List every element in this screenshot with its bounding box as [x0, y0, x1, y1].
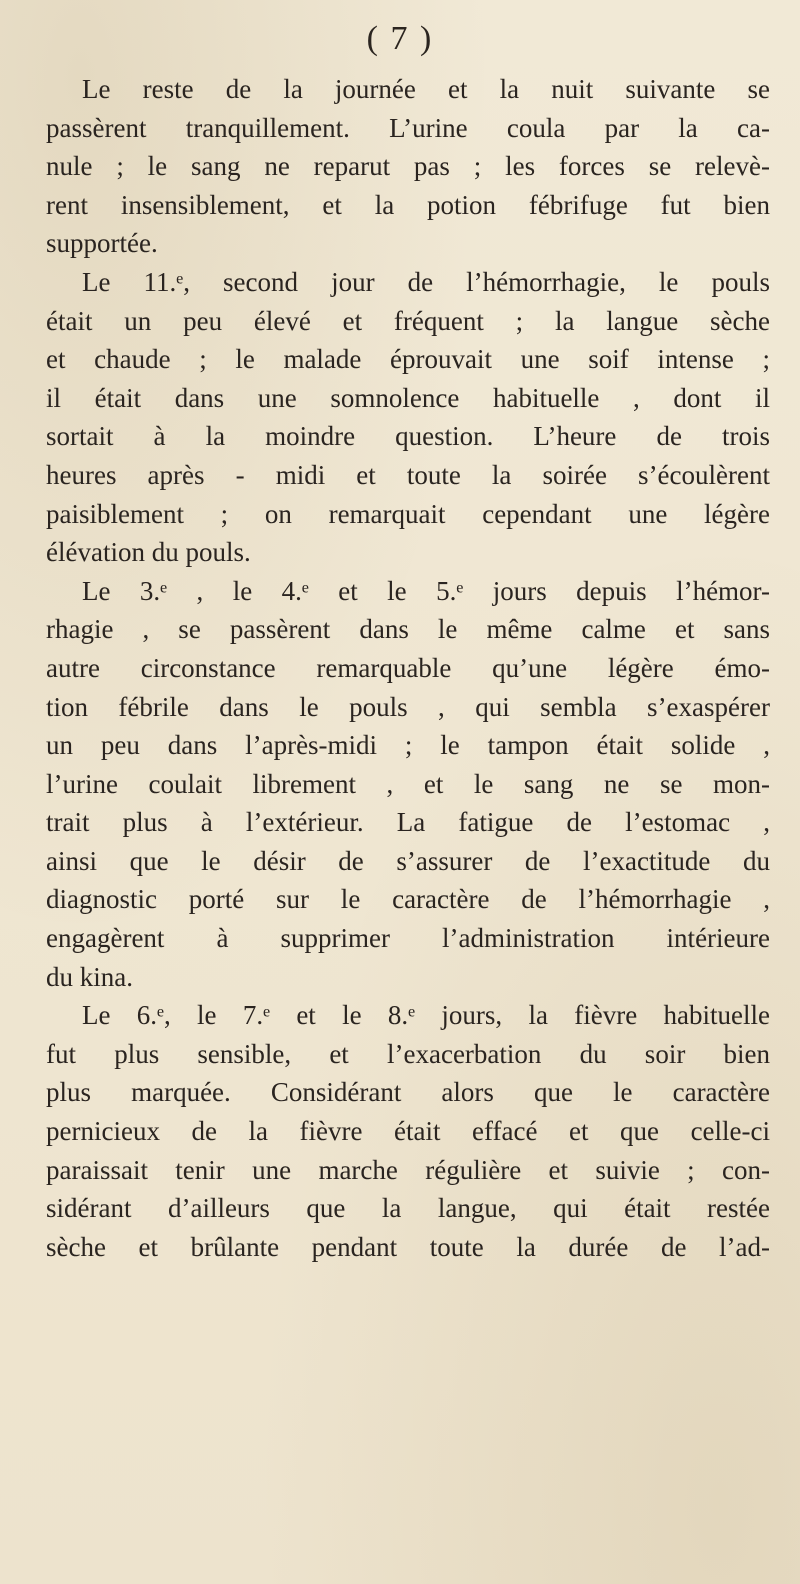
text-line: élévation du pouls. — [46, 537, 251, 568]
text-line: Le 11.ᵉ, second jour de l’hémorrhagie, le pouls — [82, 266, 770, 297]
page-number: ( 7 ) — [366, 20, 434, 57]
text-line: trait plus à l’extérieur. La fatigue de l’estomac , — [46, 807, 770, 838]
text-line: nule ; le sang ne reparut pas ; les forces se relevè- — [46, 151, 770, 182]
text-line: ainsi que le désir de s’assurer de l’exactitude du — [46, 845, 770, 876]
paragraph-4 — [46, 996, 770, 1266]
text-line: rhagie , se passèrent dans le même calme et sans — [46, 614, 770, 645]
paragraph-1 — [46, 70, 770, 263]
text-line: paisiblement ; on remarquait cependant une légère — [46, 498, 770, 529]
text-line: heures après - midi et toute la soirée s’écoulèrent — [46, 459, 770, 490]
text-line: Le 6.ᵉ, le 7.ᵉ et le 8.ᵉ jours, la fièvre habituelle — [82, 1000, 770, 1031]
body-text — [46, 70, 770, 1266]
text-line: engagèrent à supprimer l’administration intérieure — [46, 923, 770, 954]
text-line: tion fébrile dans le pouls , qui sembla s’exaspérer — [46, 691, 770, 722]
text-line: sortait à la moindre question. L’heure de trois — [46, 421, 770, 452]
text-line: Le 3.ᵉ , le 4.ᵉ et le 5.ᵉ jours depuis l’hémor- — [82, 575, 770, 606]
text-line: Le reste de la journée et la nuit suivante se — [82, 74, 770, 104]
text-line: sèche et brûlante pendant toute la durée de l’ad- — [46, 1231, 770, 1262]
text-line: plus marquée. Considérant alors que le caractère — [46, 1077, 770, 1108]
text-line: rent insensiblement, et la potion fébrifuge fut bien — [46, 189, 770, 220]
paragraph-2 — [46, 263, 770, 572]
text-line: il était dans une somnolence habituelle , dont il — [46, 382, 770, 413]
text-line: fut plus sensible, et l’exacerbation du soir bien — [46, 1038, 770, 1069]
text-line: paraissait tenir une marche régulière et suivie ; con- — [46, 1154, 770, 1185]
text-line: passèrent tranquillement. L’urine coula par la ca- — [46, 112, 770, 143]
text-line: sidérant d’ailleurs que la langue, qui était restée — [46, 1193, 770, 1224]
text-line: du kina. — [46, 961, 133, 992]
text-line: un peu dans l’après-midi ; le tampon était solide , — [46, 730, 770, 761]
text-line: autre circonstance remarquable qu’une légère émo- — [46, 652, 770, 683]
text-line: était un peu élevé et fréquent ; la langue sèche — [46, 305, 770, 336]
paragraph-3 — [46, 572, 770, 997]
text-line: diagnostic porté sur le caractère de l’hémorrhagie , — [46, 884, 770, 915]
text-line: supportée. — [46, 228, 158, 259]
text-line: pernicieux de la fièvre était effacé et que celle-ci — [46, 1116, 770, 1147]
text-line: l’urine coulait librement , et le sang ne se mon- — [46, 768, 770, 799]
text-line: et chaude ; le malade éprouvait une soif intense ; — [46, 344, 770, 375]
